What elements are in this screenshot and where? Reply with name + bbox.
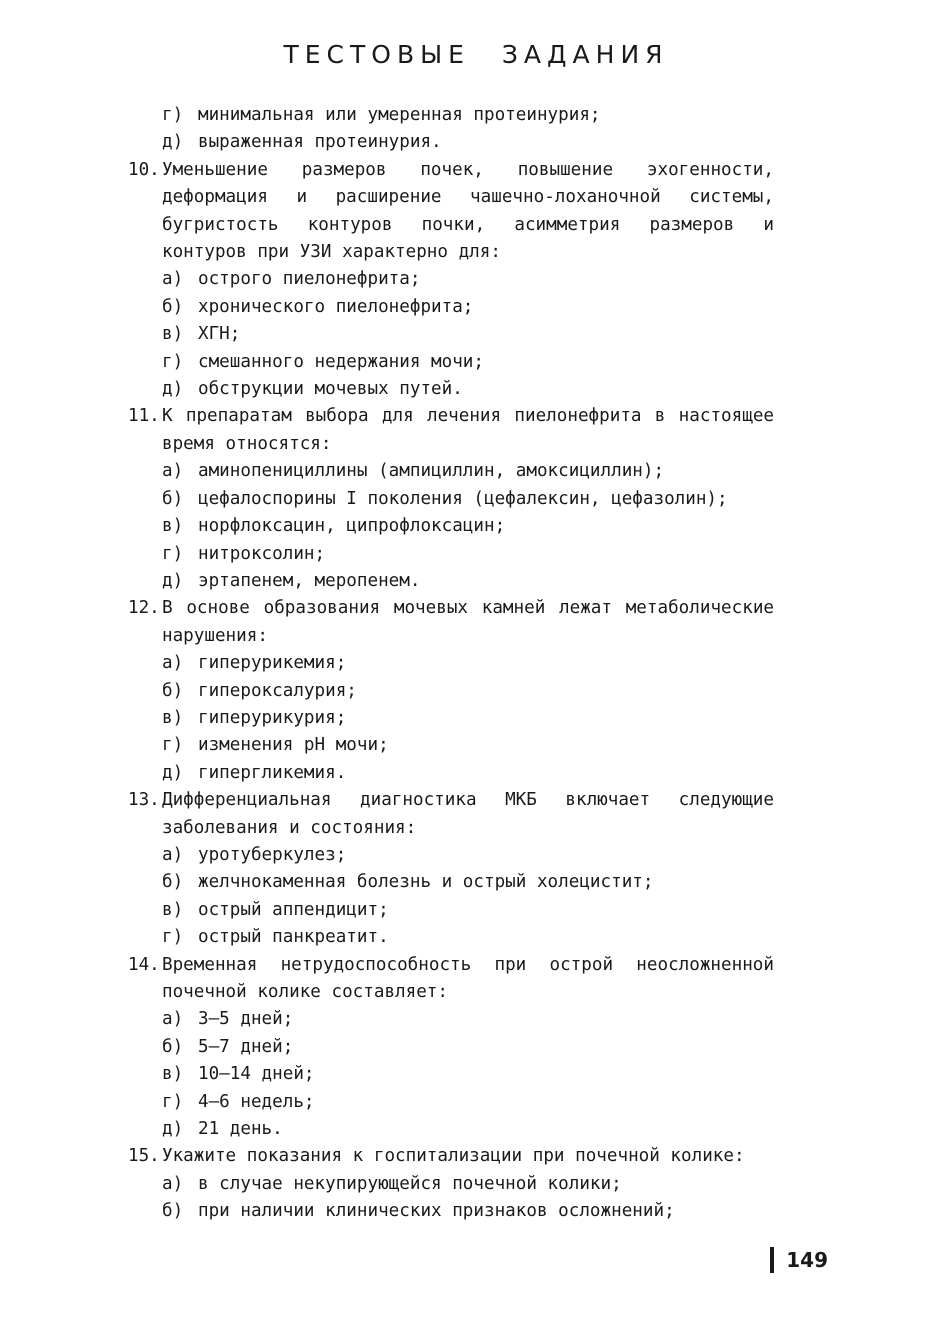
question-text: Дифференциальная диагностика МКБ включает следующие заболевания и состояния: bbox=[162, 790, 774, 838]
option-letter: в) bbox=[162, 516, 184, 537]
option-item bbox=[128, 897, 774, 924]
question-number: 13. bbox=[128, 790, 160, 811]
question-12 bbox=[128, 595, 774, 650]
option-text: ХГН; bbox=[198, 324, 241, 345]
option-item bbox=[128, 1116, 774, 1143]
option-item bbox=[128, 266, 774, 293]
option-item bbox=[128, 705, 774, 732]
test-questions bbox=[128, 102, 774, 1226]
option-text: гипероксалурия; bbox=[198, 680, 357, 701]
option-item bbox=[128, 349, 774, 376]
question-text: Временная нетрудоспособность при острой неосложненной почечной колике составляет: bbox=[162, 954, 774, 1002]
option-text: 4–6 недель; bbox=[198, 1091, 315, 1112]
question-text: В основе образования мочевых камней лежат метаболические нарушения: bbox=[162, 598, 774, 646]
option-letter: а) bbox=[162, 269, 184, 290]
option-text: гипергликемия. bbox=[198, 762, 347, 783]
option-letter: а) bbox=[162, 461, 184, 482]
question-10 bbox=[128, 157, 774, 267]
option-text: уротуберкулез; bbox=[198, 844, 347, 865]
page-number bbox=[770, 1246, 828, 1274]
option-text: при наличии клинических признаков осложнений; bbox=[198, 1201, 675, 1222]
option-letter: б) bbox=[162, 488, 184, 509]
question-number: 14. bbox=[128, 954, 160, 975]
option-item bbox=[128, 678, 774, 705]
option-item bbox=[128, 842, 774, 869]
option-letter: б) bbox=[162, 296, 184, 317]
option-text: выраженная протеинурия. bbox=[198, 132, 442, 153]
option-item bbox=[128, 869, 774, 896]
option-text: 21 день. bbox=[198, 1119, 283, 1140]
option-text: гиперурикурия; bbox=[198, 707, 347, 728]
question-number: 10. bbox=[128, 159, 160, 180]
option-letter: а) bbox=[162, 844, 184, 865]
option-letter: б) bbox=[162, 680, 184, 701]
option-letter: г) bbox=[162, 105, 184, 125]
option-text: гиперурикемия; bbox=[198, 653, 347, 674]
page-header-title: ТЕСТОВЫЕ ЗАДАНИЯ bbox=[283, 40, 669, 69]
option-text: в случае некупирующейся почечной колики; bbox=[198, 1173, 622, 1194]
option-text: нитроксолин; bbox=[198, 543, 326, 564]
option-item bbox=[128, 486, 774, 513]
option-item bbox=[128, 376, 774, 403]
option-letter: г) bbox=[162, 543, 184, 564]
option-letter: д) bbox=[162, 379, 184, 400]
option-letter: г) bbox=[162, 927, 184, 948]
option-letter: в) bbox=[162, 324, 184, 345]
option-letter: а) bbox=[162, 653, 184, 674]
option-text: эртапенем, меропенем. bbox=[198, 570, 421, 591]
option-item bbox=[128, 924, 774, 951]
option-item bbox=[128, 1006, 774, 1033]
option-text: острый панкреатит. bbox=[198, 927, 389, 948]
question-number: 15. bbox=[128, 1146, 160, 1167]
option-letter: б) bbox=[162, 1201, 184, 1222]
question-text: Укажите показания к госпитализации при почечной колике: bbox=[162, 1146, 745, 1167]
option-letter: г) bbox=[162, 735, 184, 756]
option-item bbox=[128, 458, 774, 485]
question-13 bbox=[128, 787, 774, 842]
option-letter: а) bbox=[162, 1173, 184, 1194]
option-letter: б) bbox=[162, 1036, 184, 1057]
page-number-divider bbox=[770, 1247, 774, 1273]
option-item bbox=[128, 732, 774, 759]
option-text: норфлоксацин, ципрофлоксацин; bbox=[198, 516, 506, 537]
question-text: Уменьшение размеров почек, повышение эхогенности, деформация и расширение чашечно-лоханочной системы, бугристость контуров почки, асимметрия размеров и контуров при УЗИ характерно для: bbox=[162, 159, 774, 263]
option-text: минимальная или умеренная протеинурия; bbox=[198, 105, 601, 125]
option-letter: а) bbox=[162, 1009, 184, 1030]
option-letter: в) bbox=[162, 707, 184, 728]
option-item bbox=[128, 1089, 774, 1116]
option-item bbox=[128, 102, 774, 129]
option-text: желчнокаменная болезнь и острый холецистит; bbox=[198, 872, 654, 893]
question-number: 11. bbox=[128, 406, 160, 427]
option-text: острого пиелонефрита; bbox=[198, 269, 421, 290]
option-item bbox=[128, 1034, 774, 1061]
option-item bbox=[128, 568, 774, 595]
option-item bbox=[128, 513, 774, 540]
question-15 bbox=[128, 1143, 774, 1170]
option-letter: д) bbox=[162, 1119, 184, 1140]
option-item bbox=[128, 1171, 774, 1198]
option-item bbox=[128, 760, 774, 787]
option-item bbox=[128, 1198, 774, 1225]
question-14 bbox=[128, 952, 774, 1007]
option-letter: г) bbox=[162, 1091, 184, 1112]
option-letter: б) bbox=[162, 872, 184, 893]
option-text: острый аппендицит; bbox=[198, 899, 389, 920]
option-item bbox=[128, 129, 774, 156]
option-letter: д) bbox=[162, 132, 184, 153]
option-item bbox=[128, 650, 774, 677]
question-number: 12. bbox=[128, 598, 160, 619]
page-number-text: 149 bbox=[786, 1248, 828, 1272]
option-text: цефалоспорины I поколения (цефалексин, цефазолин); bbox=[198, 488, 728, 509]
option-text: 5–7 дней; bbox=[198, 1036, 294, 1057]
option-text: 3–5 дней; bbox=[198, 1009, 294, 1030]
option-item bbox=[128, 1061, 774, 1088]
option-text: смешанного недержания мочи; bbox=[198, 351, 484, 372]
option-letter: г) bbox=[162, 351, 184, 372]
option-letter: в) bbox=[162, 899, 184, 920]
option-text: изменения рН мочи; bbox=[198, 735, 389, 756]
question-text: К препаратам выбора для лечения пиелонефрита в настоящее время относятся: bbox=[162, 406, 774, 454]
option-text: обструкции мочевых путей. bbox=[198, 379, 463, 400]
option-item bbox=[128, 541, 774, 568]
option-text: аминопенициллины (ампициллин, амоксициллин); bbox=[198, 461, 665, 482]
option-text: хронического пиелонефрита; bbox=[198, 296, 474, 317]
option-text: 10–14 дней; bbox=[198, 1064, 315, 1085]
option-item bbox=[128, 321, 774, 348]
question-11 bbox=[128, 403, 774, 458]
option-letter: д) bbox=[162, 762, 184, 783]
option-letter: в) bbox=[162, 1064, 184, 1085]
option-item bbox=[128, 294, 774, 321]
option-letter: д) bbox=[162, 570, 184, 591]
